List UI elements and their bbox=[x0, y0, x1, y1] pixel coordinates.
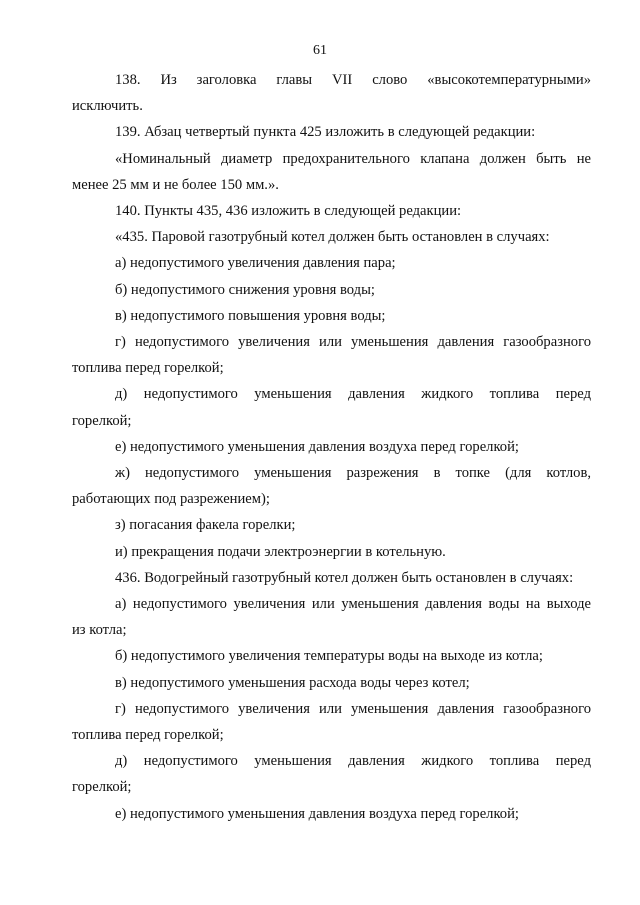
text-line: в) недопустимого уменьшения расхода воды через котел; bbox=[115, 674, 470, 691]
item-436-a bbox=[72, 591, 591, 643]
text-line: г) недопустимого увеличения или уменьшения давления газообразного bbox=[115, 334, 591, 351]
text-line: 139. Абзац четвертый пункта 425 изложить в следующей редакции: bbox=[115, 124, 536, 141]
item-436-e bbox=[72, 801, 591, 827]
text-line: ж) недопустимого уменьшения разрежения в топке (для котлов, bbox=[115, 465, 591, 482]
item-435-g bbox=[72, 329, 591, 381]
paragraph-139 bbox=[72, 119, 591, 145]
text-line: г) недопустимого увеличения или уменьшения давления газообразного bbox=[115, 700, 591, 717]
text-line: менее 25 мм и не более 150 мм.». bbox=[72, 176, 279, 193]
text-line: горелкой; bbox=[72, 779, 132, 796]
text-line: работающих под разрежением); bbox=[72, 491, 270, 508]
text-line: исключить. bbox=[72, 98, 143, 115]
item-435-e bbox=[72, 434, 591, 460]
page-number: 61 bbox=[313, 43, 327, 58]
text-line: з) погасания факела горелки; bbox=[115, 517, 296, 534]
text-line: «Номинальный диаметр предохранительного клапана должен быть не bbox=[115, 150, 591, 167]
text-line: е) недопустимого уменьшения давления воздуха перед горелкой; bbox=[115, 805, 519, 822]
item-435-a bbox=[72, 250, 591, 276]
item-435-b bbox=[72, 277, 591, 303]
text-line: в) недопустимого повышения уровня воды; bbox=[115, 307, 386, 324]
text-line: 436. Водогрейный газотрубный котел должен быть остановлен в случаях: bbox=[115, 569, 574, 586]
text-line: д) недопустимого уменьшения давления жидкого топлива перед bbox=[115, 386, 591, 403]
paragraph-436 bbox=[72, 565, 591, 591]
text-line: б) недопустимого увеличения температуры воды на выходе из котла; bbox=[115, 648, 543, 665]
paragraph-138 bbox=[72, 67, 591, 119]
item-436-d bbox=[72, 748, 591, 800]
text-line: топлива перед горелкой; bbox=[72, 727, 224, 744]
item-435-z bbox=[72, 512, 591, 538]
text-line: а) недопустимого увеличения или уменьшения давления воды на выходе bbox=[115, 596, 591, 613]
paragraph-139-quote bbox=[72, 146, 591, 198]
text-line: горелкой; bbox=[72, 412, 132, 429]
text-line: 138. Из заголовка главы VII слово «высокотемпературными» bbox=[115, 72, 591, 88]
text-line: «435. Паровой газотрубный котел должен быть остановлен в случаях: bbox=[115, 229, 550, 246]
text-line: и) прекращения подачи электроэнергии в котельную. bbox=[115, 543, 446, 560]
paragraph-140 bbox=[72, 198, 591, 224]
item-435-v bbox=[72, 303, 591, 329]
item-436-b bbox=[72, 643, 591, 669]
text-line: б) недопустимого снижения уровня воды; bbox=[115, 281, 375, 298]
item-436-g bbox=[72, 696, 591, 748]
text-line: а) недопустимого увеличения давления пара; bbox=[115, 255, 396, 272]
item-435-zh bbox=[72, 460, 591, 512]
item-435-d bbox=[72, 381, 591, 433]
text-line: топлива перед горелкой; bbox=[72, 360, 224, 377]
text-line: е) недопустимого уменьшения давления воздуха перед горелкой; bbox=[115, 438, 519, 455]
document-body bbox=[72, 67, 591, 827]
item-436-v bbox=[72, 670, 591, 696]
item-435-i bbox=[72, 539, 591, 565]
paragraph-435 bbox=[72, 224, 591, 250]
text-line: д) недопустимого уменьшения давления жидкого топлива перед bbox=[115, 753, 591, 770]
text-line: 140. Пункты 435, 436 изложить в следующей редакции: bbox=[115, 203, 462, 220]
text-line: из котла; bbox=[72, 622, 127, 639]
